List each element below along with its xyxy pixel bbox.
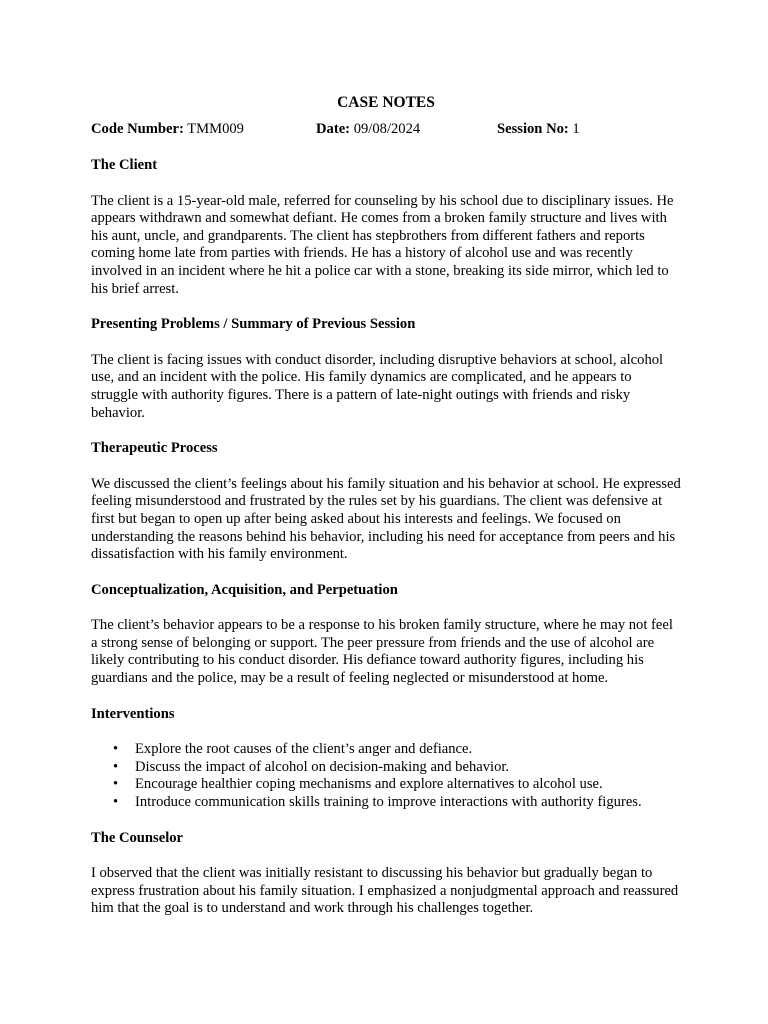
section-body: I observed that the client was initially resistant to discussing his behavior but gradually began to express frustration about his family situation. I emphasized a nonjudgmental approach and reassured him that the goal is to understand and work through his challenges together.: [91, 865, 679, 917]
section-heading: Therapeutic Process: [91, 440, 218, 457]
session-number-label: Session No:: [497, 121, 569, 137]
section-the-counselor: [91, 830, 681, 918]
section-body: We discussed the client’s feelings about his family situation and his behavior at school. He expressed feeling misunderstood and frustrated by the rules set by his guardians. The client was defensive at first but began to open up after being asked about his interests and feelings. We focused on understanding the reasons behind his behavior, including his need for acceptance from peers and his dissatisfaction with his family environment.: [91, 475, 681, 563]
section-interventions: [91, 706, 681, 812]
section-heading: Presenting Problems / Summary of Previous Session: [91, 316, 416, 333]
section-heading: The Counselor: [91, 829, 184, 846]
list-item: [113, 776, 681, 794]
bullet-icon: •: [113, 776, 119, 793]
list-item: [113, 758, 681, 777]
section-body: The client is a 15-year-old male, referred for counseling by his school due to disciplinary issues. He appears withdrawn and somewhat defiant. He comes from a broken family structure and lives with his aunt, uncle, and grandparents. The client has stepbrothers from different fathers and reports coming home late from parties with friends. He has a history of alcohol use and was recently involved in an incident where he hit a police car with a stone, breaking its side mirror, which led to his brief arrest.: [91, 192, 674, 297]
list-item-text: Encourage healthier coping mechanisms and explore alternatives to alcohol use.: [135, 776, 603, 793]
bullet-icon: •: [113, 794, 119, 811]
section-body: The client is facing issues with conduct disorder, including disruptive behaviors at school, alcohol use, and an incident with the police. His family dynamics are complicated, and he appears to struggle with authority figures. There is a pattern of late-night outings with friends and risky behavior.: [91, 351, 664, 421]
session-number: [497, 121, 580, 139]
section-heading: The Client: [91, 157, 158, 173]
code-number: [91, 121, 244, 139]
section-heading: Interventions: [91, 705, 175, 722]
document-title: CASE NOTES: [337, 94, 435, 111]
section-heading: Conceptualization, Acquisition, and Perpetuation: [91, 581, 398, 598]
session-number-value: 1: [572, 121, 580, 137]
list-item-text: Explore the root causes of the client’s anger and defiance.: [135, 741, 473, 758]
section-body: The client’s behavior appears to be a response to his broken family structure, where he may not feel a strong sense of belonging or support. The peer pressure from friends and the use of alcohol are likely contributing to his conduct disorder. His defiance toward authority figures, including his guardians and the police, may be a result of feeling neglected or misunderstood at home.: [91, 617, 673, 687]
case-notes-page: [91, 93, 681, 936]
code-number-value: TMM009: [187, 121, 244, 137]
code-number-label: Code Number:: [91, 121, 184, 137]
session-meta-row: [91, 121, 681, 139]
section-conceptualization: [91, 582, 681, 688]
bullet-icon: •: [113, 741, 119, 758]
intervention-list: [91, 741, 681, 811]
date-value: 09/08/2024: [353, 121, 421, 137]
section-therapeutic-process: [91, 440, 681, 564]
session-date: [316, 121, 420, 139]
bullet-icon: •: [113, 758, 119, 775]
list-item: [113, 794, 681, 812]
section-presenting-problems: [91, 316, 681, 422]
list-item-text: Introduce communication skills training to improve interactions with authority figures.: [135, 794, 642, 811]
list-item: [113, 741, 681, 759]
list-item-text: Discuss the impact of alcohol on decision-making and behavior.: [135, 758, 510, 775]
date-label: Date:: [316, 121, 351, 137]
section-the-client: [91, 157, 681, 298]
